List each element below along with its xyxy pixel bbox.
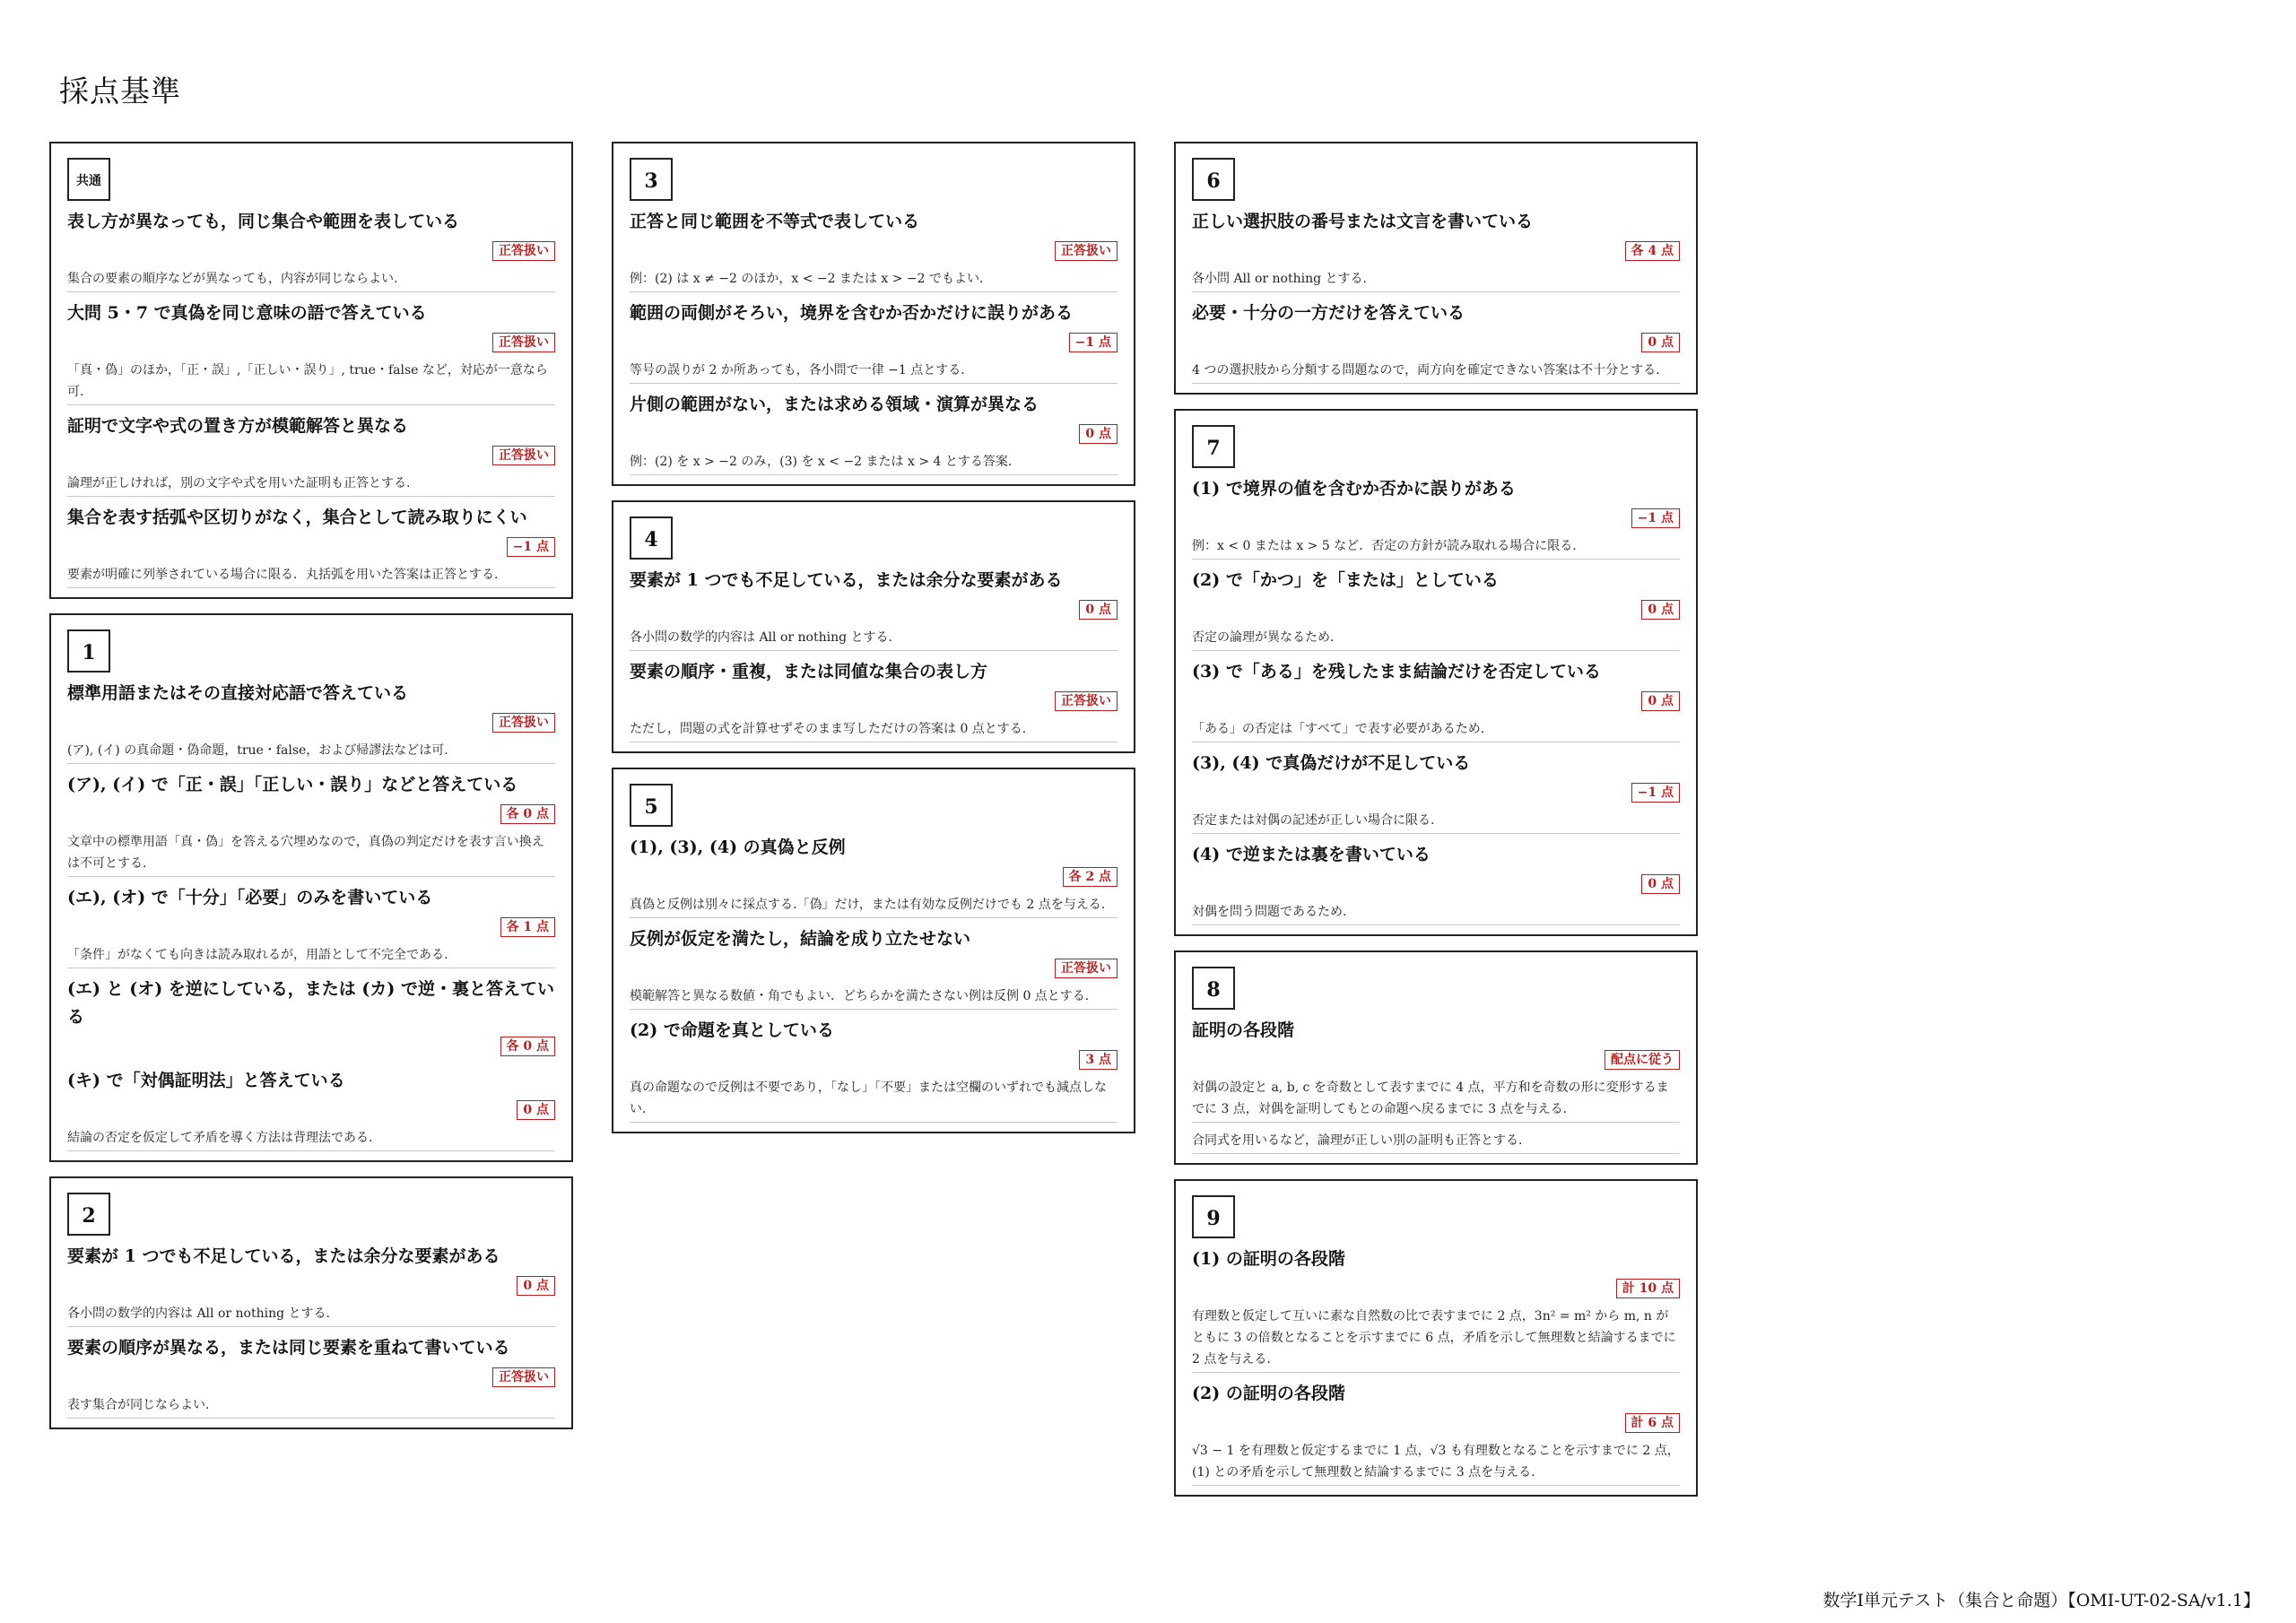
- criterion-item: [67, 504, 555, 588]
- score-badge-row: [67, 446, 555, 469]
- score-badge: 正答扱い: [1055, 959, 1118, 978]
- score-badge-row: [630, 1050, 1118, 1073]
- score-badge: 0 点: [517, 1276, 555, 1296]
- score-badge: 正答扱い: [492, 241, 555, 261]
- criterion-note: 等号の誤りが 2 か所あっても，各小問で一律 −1 点とする.: [630, 360, 1118, 384]
- page-title: 採点基準: [59, 74, 181, 108]
- criterion-note: 模範解答と異なる数値・角でもよい．どちらかを満たさない例は反例 0 点とする.: [630, 985, 1118, 1010]
- criterion-note: 各小問 All or nothing とする.: [1192, 268, 1680, 292]
- score-badge: −1 点: [1069, 333, 1118, 352]
- criterion-note: 例：(2) は x ≠ −2 のほか，x < −2 または x > −2 でもよい.: [630, 268, 1118, 292]
- score-badge: 3 点: [1079, 1050, 1118, 1070]
- criteria-section: [49, 142, 573, 599]
- criterion-item: [67, 680, 555, 764]
- criterion-item: [630, 925, 1118, 1010]
- score-badge: 0 点: [1641, 691, 1680, 711]
- criterion-title: 大問 5・7 で真偽を同じ意味の語で答えている: [67, 303, 427, 323]
- score-badge: −1 点: [507, 537, 555, 557]
- criterion-title: 表し方が異なっても，同じ集合や範囲を表している: [67, 212, 460, 231]
- score-badge-row: [630, 867, 1118, 890]
- criterion-item: [1192, 750, 1680, 834]
- criterion-note: ただし，問題の式を計算せずそのまま写しただけの答案は 0 点とする.: [630, 718, 1118, 742]
- criterion-title: (4) で逆または裏を書いている: [1192, 845, 1431, 864]
- criterion-title: 証明の各段階: [1192, 1020, 1295, 1040]
- criterion-item: [1192, 1380, 1680, 1486]
- criterion-item: [1192, 208, 1680, 292]
- score-badge-row: [1192, 508, 1680, 532]
- score-badge-row: [1192, 691, 1680, 715]
- section-number: 9: [1192, 1195, 1235, 1238]
- score-badge-row: [630, 959, 1118, 982]
- criterion-item: [67, 299, 555, 405]
- criterion-title: 集合を表す括弧や区切りがなく，集合として読み取りにくい: [67, 508, 527, 527]
- criterion-note: 真の命題なので反例は不要であり，「なし」「不要」または空欄のいずれでも減点しない.: [630, 1077, 1118, 1123]
- section-number: 6: [1192, 158, 1235, 201]
- criterion-item: [630, 834, 1118, 918]
- section-number: 7: [1192, 425, 1235, 468]
- criterion-note: 集合の要素の順序などが異なっても，内容が同じならよい.: [67, 268, 555, 292]
- score-badge-row: [67, 1037, 555, 1060]
- criterion-item: [67, 208, 555, 292]
- criterion-note: 結論の否定を仮定して矛盾を導く方法は背理法である.: [67, 1127, 555, 1151]
- criteria-section: [49, 1176, 573, 1429]
- document-footer: 数学Ⅰ単元テスト（集合と命題）【OMI-UT-02-SA/v1.1】: [1822, 1591, 2260, 1610]
- criteria-section: [612, 142, 1135, 486]
- score-badge-row: [1192, 1413, 1680, 1436]
- criteria-section: [612, 768, 1135, 1133]
- score-badge-row: [630, 424, 1118, 447]
- criterion-title: 反例が仮定を満たし，結論を成り立たせない: [630, 929, 971, 949]
- criterion-title: (1), (3), (4) の真偽と反例: [630, 838, 846, 857]
- criterion-item: [1192, 299, 1680, 384]
- score-badge: −1 点: [1631, 783, 1680, 803]
- section-number: 3: [630, 158, 673, 201]
- criterion-title: (エ), (オ) で「十分」「必要」のみを書いている: [67, 888, 433, 907]
- criterion-title: 証明で文字や式の置き方が模範解答と異なる: [67, 416, 409, 436]
- criterion-item: [1192, 1245, 1680, 1373]
- score-badge-row: [67, 1276, 555, 1299]
- criterion-item: [630, 1017, 1118, 1123]
- criterion-item: [1192, 841, 1680, 925]
- criterion-item: [67, 412, 555, 497]
- criterion-item: [67, 771, 555, 877]
- criteria-section: [1174, 142, 1698, 395]
- criterion-note: 各小問の数学的内容は All or nothing とする.: [630, 627, 1118, 651]
- score-badge-row: [630, 241, 1118, 265]
- score-badge: 正答扱い: [492, 333, 555, 352]
- column-right: [1174, 142, 1698, 1511]
- section-number: 2: [67, 1193, 110, 1236]
- criterion-note: 4 つの選択肢から分類する問題なので，両方向を確定できない答案は不十分とする.: [1192, 360, 1680, 384]
- criterion-item: [1192, 1130, 1680, 1154]
- criterion-note: 論理が正しければ，別の文字や式を用いた証明も正答とする.: [67, 473, 555, 497]
- criterion-item: [630, 391, 1118, 475]
- criterion-note: 要素が明確に列挙されている場合に限る．丸括弧を用いた答案は正答とする.: [67, 564, 555, 588]
- score-badge-row: [67, 537, 555, 560]
- criterion-item: [67, 1334, 555, 1419]
- section-number: 共通: [67, 158, 110, 201]
- criterion-title: 要素の順序・重複，または同値な集合の表し方: [630, 662, 988, 681]
- criterion-item: [630, 208, 1118, 292]
- score-badge: 各 0 点: [500, 804, 556, 824]
- criterion-item: [630, 658, 1118, 742]
- criterion-item: [1192, 658, 1680, 742]
- criterion-item: [67, 976, 555, 1060]
- score-badge: 0 点: [1641, 874, 1680, 894]
- score-badge-row: [630, 691, 1118, 715]
- score-badge-row: [630, 333, 1118, 356]
- criterion-note: 合同式を用いるなど，論理が正しい別の証明も正答とする.: [1192, 1130, 1680, 1154]
- score-badge: 各 1 点: [500, 917, 556, 937]
- criterion-note: 「条件」がなくても向きは読み取れるが，用語として不完全である.: [67, 944, 555, 968]
- criterion-title: (1) の証明の各段階: [1192, 1249, 1345, 1269]
- score-badge: 0 点: [517, 1100, 555, 1120]
- criterion-title: (2) で「かつ」を「または」としている: [1192, 570, 1499, 590]
- score-badge-row: [1192, 333, 1680, 356]
- criterion-note: 有理数と仮定して互いに素な自然数の比で表すまでに 2 点，3n² = m² から m, n がともに 3 の倍数となることを示すまでに 6 点，矛盾を示して無理数と結論するまでに 2 点を与える.: [1192, 1306, 1680, 1373]
- score-badge: 0 点: [1641, 600, 1680, 620]
- criteria-section: [1174, 1179, 1698, 1497]
- criterion-item: [67, 884, 555, 968]
- section-number: 4: [630, 516, 673, 560]
- score-badge: 計 6 点: [1625, 1413, 1681, 1433]
- score-badge: 配点に従う: [1605, 1050, 1680, 1070]
- criterion-note: 対偶の設定と a, b, c を奇数として表すまでに 4 点，平方和を奇数の形に変形するまでに 3 点，対偶を証明してもとの命題へ戻るまでに 3 点を与える.: [1192, 1077, 1680, 1123]
- column-left: [49, 142, 573, 1444]
- criterion-note: 真偽と反例は別々に採点する.「偽」だけ，または有効な反例だけでも 2 点を与える.: [630, 894, 1118, 918]
- criterion-item: [1192, 475, 1680, 560]
- criterion-item: [1192, 1017, 1680, 1123]
- score-badge: 各 0 点: [500, 1037, 556, 1056]
- criterion-note: 文章中の標準用語「真・偽」を答える穴埋めなので，真偽の判定だけを表す言い換えは不可とする.: [67, 831, 555, 877]
- score-badge: 正答扱い: [492, 1367, 555, 1387]
- score-badge-row: [1192, 783, 1680, 806]
- criterion-title: 要素が 1 つでも不足している，または余分な要素がある: [630, 570, 1063, 590]
- score-badge: 正答扱い: [492, 446, 555, 465]
- score-badge: 正答扱い: [492, 713, 555, 733]
- criterion-title: (3) で「ある」を残したまま結論だけを否定している: [1192, 662, 1601, 681]
- score-badge: 計 10 点: [1616, 1279, 1680, 1298]
- criterion-title: (2) で命題を真としている: [630, 1020, 834, 1040]
- score-badge-row: [1192, 1050, 1680, 1073]
- criterion-item: [67, 1067, 555, 1151]
- score-badge: 0 点: [1641, 333, 1680, 352]
- criterion-note: 「ある」の否定は「すべて」で表す必要があるため.: [1192, 718, 1680, 742]
- criterion-title: 要素の順序が異なる，または同じ要素を重ねて書いている: [67, 1338, 510, 1358]
- criterion-title: 必要・十分の一方だけを答えている: [1192, 303, 1465, 323]
- criterion-note: 例：x < 0 または x > 5 など．否定の方針が読み取れる場合に限る.: [1192, 535, 1680, 560]
- criterion-item: [1192, 567, 1680, 651]
- section-number: 5: [630, 784, 673, 827]
- score-badge-row: [67, 241, 555, 265]
- criterion-note: 否定の論理が異なるため.: [1192, 627, 1680, 651]
- criteria-section: [1174, 409, 1698, 936]
- criterion-note: (ア), (イ) の真命題・偽命題，true・false，および帰謬法などは可.: [67, 740, 555, 764]
- criterion-title: 標準用語またはその直接対応語で答えている: [67, 683, 409, 703]
- section-number: 8: [1192, 967, 1235, 1010]
- criterion-item: [630, 299, 1118, 384]
- score-badge-row: [630, 600, 1118, 623]
- score-badge-row: [1192, 600, 1680, 623]
- criterion-note: 各小問の数学的内容は All or nothing とする.: [67, 1303, 555, 1327]
- score-badge: 0 点: [1079, 600, 1118, 620]
- score-badge: 正答扱い: [1055, 241, 1118, 261]
- criterion-item: [67, 1243, 555, 1327]
- score-badge: 正答扱い: [1055, 691, 1118, 711]
- criterion-title: 範囲の両側がそろい，境界を含むか否かだけに誤りがある: [630, 303, 1074, 323]
- criterion-title: 正答と同じ範囲を不等式で表している: [630, 212, 920, 231]
- criterion-note: 表す集合が同じならよい.: [67, 1394, 555, 1419]
- score-badge-row: [67, 804, 555, 828]
- score-badge: 各 4 点: [1625, 241, 1681, 261]
- score-badge-row: [67, 333, 555, 356]
- criterion-note: 対偶を問う問題であるため.: [1192, 901, 1680, 925]
- criterion-note: 例：(2) を x > −2 のみ，(3) を x < −2 または x > 4 とする答案.: [630, 451, 1118, 475]
- criterion-title: (2) の証明の各段階: [1192, 1384, 1345, 1403]
- criteria-section: [49, 613, 573, 1162]
- section-number: 1: [67, 629, 110, 673]
- criterion-title: 正しい選択肢の番号または文言を書いている: [1192, 212, 1534, 231]
- score-badge-row: [67, 1100, 555, 1124]
- score-badge-row: [67, 1367, 555, 1391]
- criteria-section: [612, 500, 1135, 753]
- score-badge-row: [1192, 241, 1680, 265]
- criterion-note: 「真・偽」のほか，「正・誤」,「正しい・誤り」, true・false など，対応が一意なら可.: [67, 360, 555, 405]
- criterion-title: (エ) と (オ) を逆にしている，または (カ) で逆・裏と答えている: [67, 979, 555, 1027]
- score-badge-row: [67, 713, 555, 736]
- criterion-title: (1) で境界の値を含むか否かに誤りがある: [1192, 479, 1516, 499]
- score-badge: −1 点: [1631, 508, 1680, 528]
- score-badge-row: [1192, 1279, 1680, 1302]
- score-badge-row: [1192, 874, 1680, 898]
- criterion-note: √3 − 1 を有理数と仮定するまでに 1 点，√3 も有理数となることを示すまでに 2 点，(1) との矛盾を示して無理数と結論するまでに 3 点を与える.: [1192, 1440, 1680, 1486]
- criterion-title: 片側の範囲がない，または求める領域・演算が異なる: [630, 395, 1039, 414]
- criterion-note: 否定または対偶の記述が正しい場合に限る.: [1192, 810, 1680, 834]
- criterion-title: 要素が 1 つでも不足している，または余分な要素がある: [67, 1246, 500, 1266]
- score-badge: 各 2 点: [1063, 867, 1118, 887]
- score-badge-row: [67, 917, 555, 941]
- criterion-title: (3), (4) で真偽だけが不足している: [1192, 753, 1471, 773]
- column-middle: [612, 142, 1135, 1148]
- criterion-title: (キ) で「対偶証明法」と答えている: [67, 1071, 345, 1090]
- score-badge: 0 点: [1079, 424, 1118, 444]
- criterion-item: [630, 567, 1118, 651]
- criterion-title: (ア), (イ) で「正・誤」「正しい・誤り」などと答えている: [67, 775, 518, 794]
- criteria-section: [1174, 950, 1698, 1165]
